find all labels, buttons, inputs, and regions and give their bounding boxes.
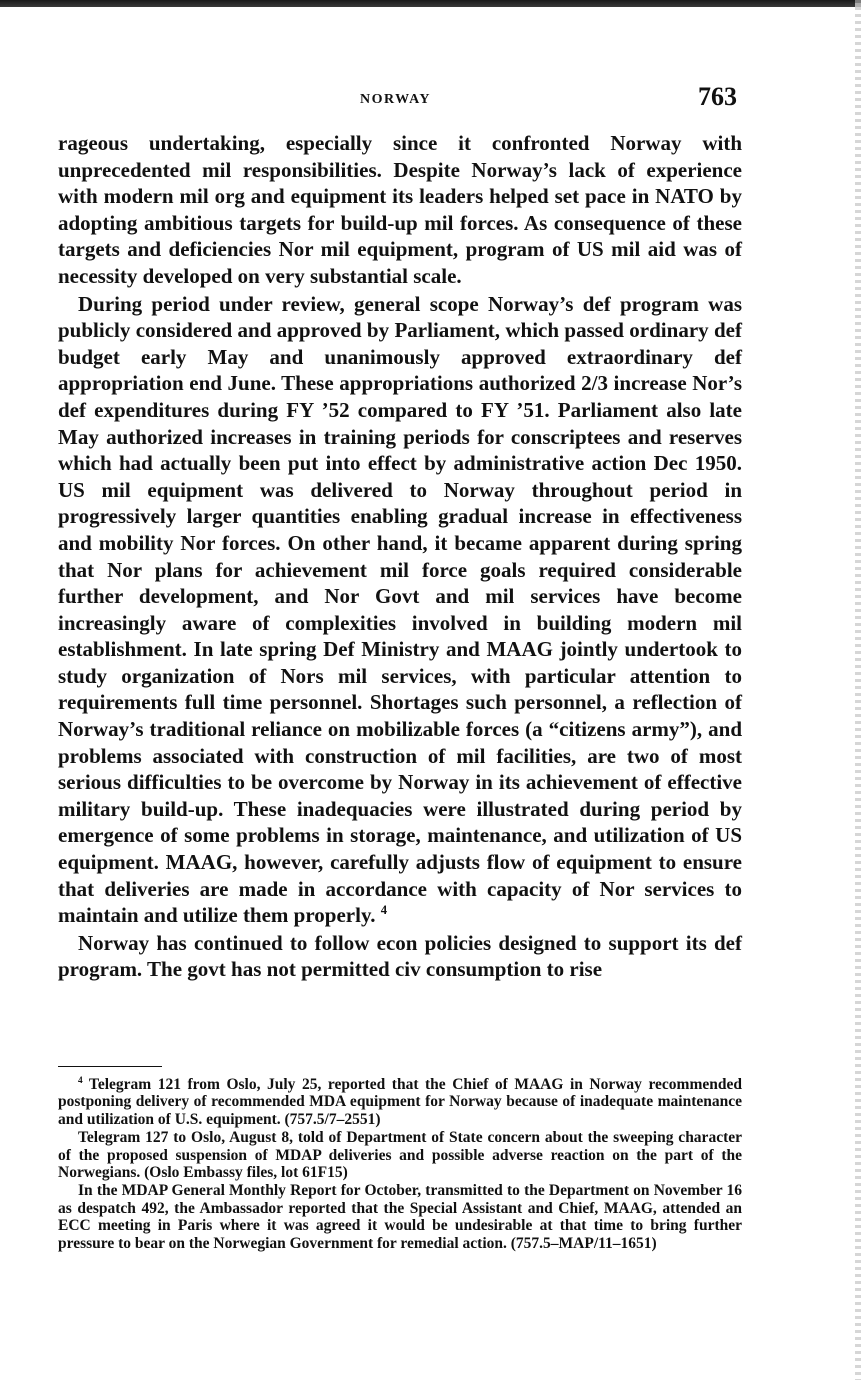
- paragraph-1: [58, 130, 742, 290]
- footnote-4: [58, 1076, 742, 1128]
- body-text: [58, 130, 742, 983]
- top-edge-rule: [0, 0, 861, 7]
- footnote-4-continued-2: [58, 1182, 742, 1252]
- footnote-4-text-2: Telegram 127 to Oslo, August 8, told of Department of State concern about the sweeping character of the proposed suspension of MDAP deliveries and possible adverse reaction on the part of the Norwegians. (Oslo Embassy files, lot 61F15): [58, 1129, 742, 1182]
- paragraph-2-text: During period under review, general scope Norway’s def program was publicly considered and approved by Parliament, which passed ordinary def budget early May and unanimously approved extraordinary def appropriation end June. These appropriations authorized 2/3 increase Nor’s def expenditures during FY ’52 compared to FY ’51. Parliament also late May authorized increases in training periods for conscriptees and reserves which had actually been put into effect by administrative action Dec 1950. US mil equipment was delivered to Norway throughout period in progressively larger quantities enabling gradual increase in effectiveness and mobility Nor forces. On other hand, it became apparent during spring that Nor plans for achievement mil force goals required considerable further development, and Nor Govt and mil services have become increasingly aware of complexities involved in building modern mil establishment. In late spring Def Ministry and MAAG jointly undertook to study organization of Nors mil services, with particular attention to requirements full time personnel. Shortages such personnel, a reflection of Norway’s traditional reliance on mobilizable forces (a “citizens army”), and problems associated with construction of mil facilities, are two of most serious difficulties to be overcome by Norway in its achievement of effective military build-up. These inadequacies were illustrated during period by emergence of some problems in storage, maintenance, and utilization of US equipment. MAAG, however, carefully adjusts flow of equipment to ensure that deliveries are made in accordance with capacity of Nor services to maintain and utilize them properly.: [58, 291, 742, 928]
- footnote-4-text: Telegram 121 from Oslo, July 25, reported that the Chief of MAAG in Norway recommended postponing delivery of recommended MDA equipment for Norway because of inadequate maintenance and utilization of U.S. equipment. (757.5/7–2551): [58, 1076, 743, 1128]
- footnote-reference-4[interactable]: 4: [380, 903, 388, 918]
- footnotes: [58, 1076, 742, 1253]
- footnote-4-text-3: In the MDAP General Monthly Report for October, transmitted to the Department on November 16 as despatch 492, the Ambassador reported that the Special Assistant and Chief, MAAG, attended an ECC meeting in Paris where it was agreed it would be undesirable at that time to bring further pressure to bear on the Norwegian Government for remedial action. (757.5–MAP/11–1651): [58, 1182, 742, 1252]
- footnote-divider: [58, 1066, 162, 1067]
- paragraph-3: [58, 930, 742, 983]
- paragraph-1-text: rageous undertaking, especially since it confronted Norway with unprecedented mil responsibilities. Despite Norway’s lack of experience with modern mil org and equipment its leaders helped set pace in NATO by adopting ambitious targets for build-up mil forces. As consequence of these targets and deficiencies Nor mil equipment, program of US mil aid was of necessity developed on very substantial scale.: [58, 131, 742, 288]
- running-head: NORWAY: [360, 92, 432, 107]
- paragraph-3-text: Norway has continued to follow econ policies designed to support its def program. The govt has not permitted civ consumption to rise: [58, 930, 742, 982]
- page-edge: [855, 0, 861, 1380]
- page-number: 763: [698, 82, 737, 111]
- paragraph-2: [58, 291, 742, 929]
- footnote-4-continued-1: [58, 1129, 742, 1181]
- footnote-marker: 4: [78, 1075, 83, 1086]
